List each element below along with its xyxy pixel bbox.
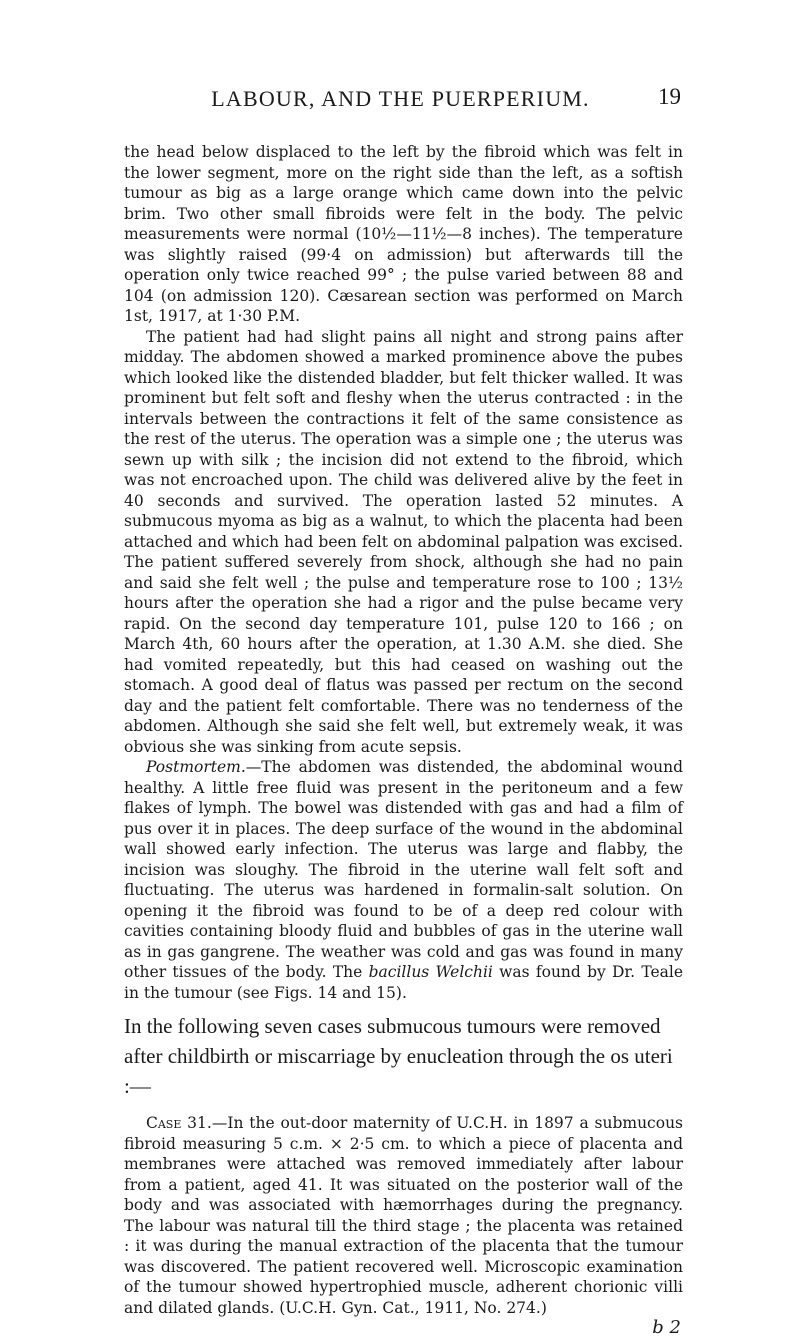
- bacillus-name: bacillus Welchii: [368, 963, 493, 981]
- running-head: [0, 86, 801, 116]
- paragraph-operation: The patient had had slight pains all night and strong pains after midday. The abdomen showed a marked prominence above the pubes which looked like the distended bladder, but felt thicker walled. It was prominent but felt soft and fleshy when the uterus contracted : in the intervals between the contractions it felt of the same consistence as the rest of the uterus. The operation was a simple one ; the uterus was sewn up with silk ; the incision did not extend to the fibroid, which was not encroached upon. The child was delivered alive by the feet in 40 seconds and survived. The operation lasted 52 minutes. A submucous myoma as big as a walnut, to which the placenta had been attached and which had been felt on abdominal palpation was excised. The patient suffered severely from shock, although she had no pain and said she felt well ; the pulse and temperature rose to 100 ; 13½ hours after the operation she had a rigor and the pulse became very rapid. On the second day temperature 101, pulse 120 to 166 ; on March 4th, 60 hours after the operation, at 1.30 A.M. she died. She had vomited repeatedly, but this had ceased on washing out the stomach. A good deal of flatus was passed per rectum on the second day and the patient felt comfortable. There was no tenderness of the abdomen. Although she said she felt well, but extremely weak, it was obvious she was sinking from acute sepsis.: [124, 327, 683, 756]
- signature-text: b 2: [652, 1317, 681, 1338]
- signature-mark: [124, 1318, 681, 1339]
- paragraph-continuation: the head below displaced to the left by the fibroid which was felt in the lower segment, more on the right side than the left, as a softish tumour as big as a large orange which came down into the pelvic brim. Two other small fibroids were felt in the body. The pelvic measurements were normal (10½—11½—8 inches). The temperature was slightly raised (99·4 on admission) but afterwards till the operation only twice reached 99° ; the pulse varied between 88 and 104 (on admission 120). Cæsarean section was performed on March 1st, 1917, at 1·30 P.M.: [124, 143, 683, 325]
- postmortem-text: —The abdomen was distended, the abdominal wound healthy. A little free fluid was present in the peritoneum and a few flakes of lymph. The bowel was distended with gas and had a film of pus over it in places. The deep surface of the wound in the abdominal wall showed early infection. The uterus was large and flabby, the incision was sloughy. The fibroid in the uterine wall felt soft and fluctuating. The uterus was hardened in formalin-salt solution. On opening it the fibroid was found to be of a deep red colour with cavities containing bloody fluid and bubbles of gas in the uterine wall as in gas gangrene. The weather was cold and gas was found in many other tissues of the body. The: [124, 758, 683, 981]
- paragraph-postmortem: [124, 757, 683, 1003]
- postmortem-label: Postmortem.: [146, 758, 246, 776]
- paragraph-case-31: [124, 1113, 683, 1318]
- case-text: —In the out-door maternity of U.C.H. in 1897 a submucous fibroid measuring 5 c.m. × 2·5 cm. to which a piece of placenta and membranes were attached was removed immediately after labour from a patient, aged 41. It was situated on the posterior wall of the body and was associated with hæmorrhages during the pregnancy. The labour was natural till the third stage ; the placenta was retained : it was during the manual extraction of the placenta that the tumour was discovered. The patient recovered well. Microscopic examination of the tumour showed hypertrophied muscle, adherent chorionic villi and dilated glands. (U.C.H. Gyn. Cat., 1911, No. 274.): [124, 1114, 684, 1317]
- case-label: Case 31.: [146, 1114, 212, 1132]
- section-heading: In the following seven cases submucous tumours were removed after childbirth or miscarriage by enucleation through the os uteri :—: [124, 1014, 673, 1098]
- running-title: LABOUR, AND THE PUERPERIUM.: [211, 86, 590, 111]
- body-text: [124, 142, 683, 1339]
- postmortem-text-end: was found by Dr. Teale in the tumour (see Figs. 14 and 15).: [124, 963, 683, 1002]
- page-number: 19: [658, 84, 681, 109]
